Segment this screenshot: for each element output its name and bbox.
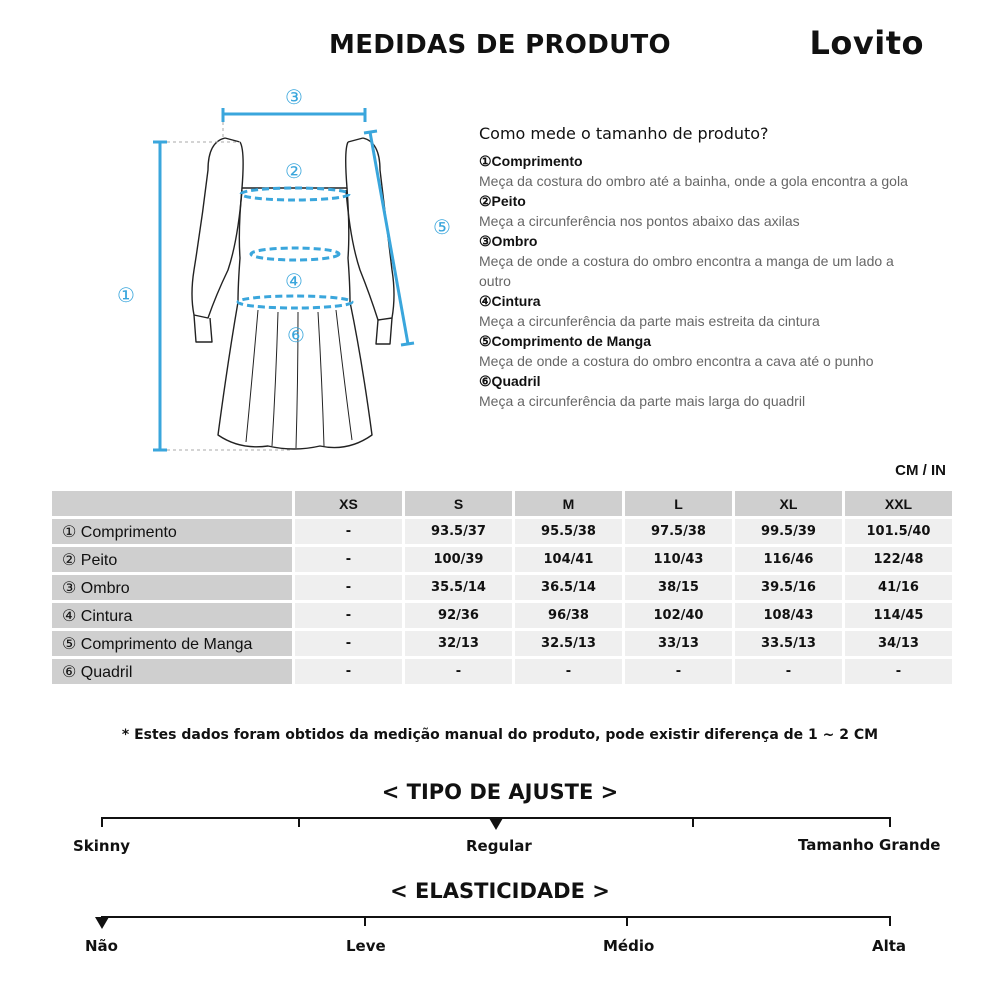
label-length: ① — [117, 283, 135, 307]
table-cell: - — [625, 659, 732, 684]
measure-item — [479, 231, 919, 291]
table-corner — [52, 491, 292, 516]
label-waist: ④ — [285, 269, 303, 293]
table-cell: - — [735, 659, 842, 684]
table-cell: 110/43 — [625, 547, 732, 572]
elasticity-label-high: Alta — [872, 937, 907, 955]
table-cell: - — [405, 659, 512, 684]
fit-label-large: Tamanho Grande — [798, 836, 941, 854]
table-cell: - — [295, 519, 402, 544]
fit-tick — [298, 817, 300, 827]
table-cell: - — [845, 659, 952, 684]
measure-item — [479, 371, 919, 411]
table-row — [52, 659, 952, 684]
measurement-note: * Estes dados foram obtidos da medição manual do produto, pode existir diferença de 1 ~ 2 CM — [121, 727, 879, 743]
table-cell: 36.5/14 — [515, 575, 622, 600]
row-label: ② Peito — [52, 547, 292, 572]
table-cell: 104/41 — [515, 547, 622, 572]
elasticity-label-medium: Médio — [603, 937, 655, 955]
table-cell: 97.5/38 — [625, 519, 732, 544]
elasticity-tick — [364, 916, 366, 926]
table-cell: 108/43 — [735, 603, 842, 628]
measure-item-desc: Meça da costura do ombro até a bainha, onde a gola encontra a gola — [479, 173, 908, 189]
table-cell: - — [295, 631, 402, 656]
fit-tick — [889, 817, 891, 827]
size-header: XS — [295, 491, 402, 516]
elasticity-title: < ELASTICIDADE > — [390, 879, 610, 903]
measure-item-title: ⑤Comprimento de Manga — [479, 333, 652, 349]
measure-item-desc: Meça de onde a costura do ombro encontra a cava até o punho — [479, 353, 874, 369]
table-cell: 102/40 — [625, 603, 732, 628]
label-sleeve: ⑤ — [433, 215, 451, 239]
table-cell: - — [295, 603, 402, 628]
table-cell: 33.5/13 — [735, 631, 842, 656]
table-cell: 122/48 — [845, 547, 952, 572]
size-table — [49, 488, 955, 687]
label-shoulder: ③ — [285, 85, 303, 109]
elasticity-label-none: Não — [85, 937, 118, 955]
brand-logo: Lovito — [809, 24, 924, 62]
size-header: S — [405, 491, 512, 516]
table-cell: 35.5/14 — [405, 575, 512, 600]
measure-item-desc: Meça a circunferência da parte mais estreita da cintura — [479, 313, 820, 329]
elasticity-tick — [626, 916, 628, 926]
row-label: ④ Cintura — [52, 603, 292, 628]
table-row — [52, 631, 952, 656]
measure-item-desc: Meça de onde a costura do ombro encontra a manga de um lado a outro — [479, 253, 894, 289]
table-cell: - — [295, 575, 402, 600]
table-header-row — [52, 491, 952, 516]
row-label: ① Comprimento — [52, 519, 292, 544]
size-header: XL — [735, 491, 842, 516]
table-cell: 32/13 — [405, 631, 512, 656]
measure-item — [479, 331, 919, 371]
measure-item — [479, 151, 919, 191]
dress-outline — [192, 138, 394, 449]
table-cell: 99.5/39 — [735, 519, 842, 544]
table-cell: 41/16 — [845, 575, 952, 600]
table-cell: 116/46 — [735, 547, 842, 572]
measure-item — [479, 191, 919, 231]
dress-diagram — [90, 80, 470, 470]
fit-tick — [101, 817, 103, 827]
elasticity-scale-line — [102, 916, 890, 918]
elasticity-tick — [889, 916, 891, 926]
table-cell: - — [295, 659, 402, 684]
measure-item-title: ⑥Quadril — [479, 373, 541, 389]
measure-item-title: ①Comprimento — [479, 153, 583, 169]
table-cell: 38/15 — [625, 575, 732, 600]
unit-label: CM / IN — [895, 462, 946, 479]
measure-item-title: ④Cintura — [479, 293, 541, 309]
table-cell: 32.5/13 — [515, 631, 622, 656]
row-label: ③ Ombro — [52, 575, 292, 600]
size-header: L — [625, 491, 732, 516]
table-cell: - — [515, 659, 622, 684]
fit-tick — [692, 817, 694, 827]
fit-selected-marker — [489, 818, 503, 830]
how-to-measure — [479, 124, 919, 411]
table-cell: 96/38 — [515, 603, 622, 628]
label-chest: ② — [285, 159, 303, 183]
table-cell: 93.5/37 — [405, 519, 512, 544]
fit-title: < TIPO DE AJUSTE > — [381, 780, 619, 804]
table-cell: 100/39 — [405, 547, 512, 572]
table-cell: 33/13 — [625, 631, 732, 656]
elasticity-selected-marker — [95, 917, 109, 929]
table-cell: 39.5/16 — [735, 575, 842, 600]
measure-item-title: ③Ombro — [479, 233, 538, 249]
measure-item-title: ②Peito — [479, 193, 526, 209]
table-row — [52, 603, 952, 628]
size-header: M — [515, 491, 622, 516]
row-label: ⑤ Comprimento de Manga — [52, 631, 292, 656]
label-hip: ⑥ — [287, 323, 305, 347]
table-row — [52, 575, 952, 600]
table-cell: 101.5/40 — [845, 519, 952, 544]
how-to-question: Como mede o tamanho de produto? — [479, 124, 769, 143]
table-row — [52, 519, 952, 544]
size-header: XXL — [845, 491, 952, 516]
elasticity-label-light: Leve — [346, 937, 386, 955]
table-cell: 114/45 — [845, 603, 952, 628]
measure-item-desc: Meça a circunferência nos pontos abaixo das axilas — [479, 213, 800, 229]
measure-item — [479, 291, 919, 331]
table-cell: 92/36 — [405, 603, 512, 628]
page-title: MEDIDAS DE PRODUTO — [329, 30, 671, 60]
fit-label-skinny: Skinny — [73, 837, 131, 855]
table-cell: 95.5/38 — [515, 519, 622, 544]
row-label: ⑥ Quadril — [52, 659, 292, 684]
measure-item-desc: Meça a circunferência da parte mais larga do quadril — [479, 393, 806, 409]
table-cell: 34/13 — [845, 631, 952, 656]
fit-label-regular: Regular — [466, 837, 532, 855]
table-cell: - — [295, 547, 402, 572]
table-row — [52, 547, 952, 572]
